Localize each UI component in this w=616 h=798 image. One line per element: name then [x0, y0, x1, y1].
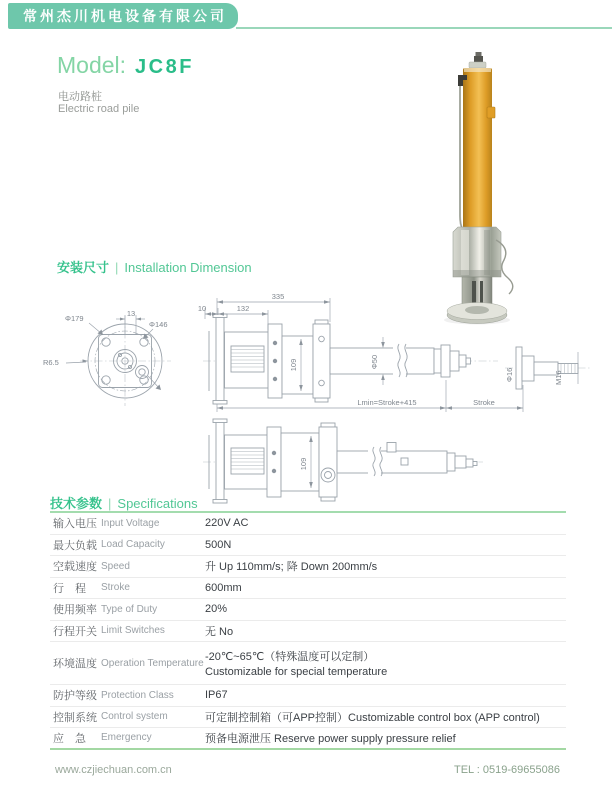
- spec-label-en: Type of Duty: [101, 603, 158, 615]
- spec-value: 500N: [205, 538, 232, 551]
- dim-132: 132: [236, 304, 250, 313]
- spec-label-cn: 使用频率: [53, 604, 97, 617]
- spec-label-cn: 输入电压: [53, 518, 97, 531]
- installation-title-cn: 安装尺寸: [57, 260, 110, 275]
- spec-label-cn: 环境温度: [53, 658, 97, 670]
- specs-table: [50, 513, 566, 750]
- spec-value: 预备电源泄压 Reserve power supply pressure relief: [205, 732, 456, 745]
- installation-section-title: [57, 257, 252, 276]
- specs-title-en: Specifications: [117, 496, 198, 511]
- dim-d16: Φ16: [505, 367, 514, 382]
- dim-d146: Φ146: [149, 320, 168, 329]
- spec-value: 220V AC: [205, 517, 249, 530]
- spec-label-cn: 空载速度: [53, 561, 97, 574]
- spec-label-en: Input Voltage: [101, 517, 160, 529]
- dim-13: 13: [126, 309, 136, 318]
- spec-row-type-of-duty: [50, 599, 566, 621]
- spec-row-operation-temperature: [50, 642, 566, 685]
- dim-109: 109: [289, 358, 298, 372]
- spec-row-protection-class: [50, 685, 566, 707]
- title-separator: |: [115, 260, 119, 275]
- footer-website: www.czjiechuan.com.cn: [55, 764, 172, 776]
- spec-label-en: Control system: [101, 711, 168, 723]
- flange-top-view: [43, 309, 171, 406]
- spec-label-cn: 行 程: [53, 582, 86, 595]
- spec-row-emergency: [50, 728, 566, 750]
- spec-label-en: Protection Class: [101, 689, 174, 701]
- installation-title-en: Installation Dimension: [124, 260, 252, 275]
- rod-end-detail: [505, 347, 591, 389]
- spec-label-cn: 控制系统: [53, 711, 97, 724]
- spec-value: 无 No: [205, 625, 234, 638]
- spec-label-en: Emergency: [101, 732, 152, 744]
- model-label: Model:: [57, 52, 127, 78]
- title-separator: |: [108, 496, 112, 511]
- footer-telephone: TEL : 0519-69655086: [453, 764, 560, 776]
- dim-109-view2: 109: [299, 457, 308, 471]
- dim-335: 335: [271, 292, 285, 301]
- spec-value: 20%: [205, 603, 228, 616]
- header-divider-line: [236, 27, 612, 29]
- dim-m16: M16: [554, 370, 563, 385]
- spec-value-line2: Customizable for special temperature: [205, 666, 388, 678]
- dim-d179: Φ179: [65, 314, 84, 323]
- dim-lmin: Lmin=Stroke+415: [357, 398, 417, 407]
- company-name-banner: 常州杰川机电设备有限公司: [8, 3, 238, 29]
- spec-label-cn: 防护等级: [53, 690, 97, 703]
- specs-section-title: [50, 493, 198, 512]
- product-name-cn: 电动路桩: [58, 91, 102, 103]
- spec-row-control-system: [50, 707, 566, 729]
- spec-row-speed: [50, 556, 566, 578]
- dim-10: 10: [197, 304, 207, 313]
- spec-value: 可定制控制箱（可APP控制）Customizable control box (APP control): [205, 711, 540, 724]
- spec-row-input-voltage: [50, 513, 566, 535]
- spec-label-en: Limit Switches: [101, 625, 165, 637]
- spec-value: [205, 648, 566, 678]
- spec-row-stroke: [50, 578, 566, 600]
- dim-r65: R6.5: [43, 358, 59, 367]
- spec-label-en: Operation Temperature: [101, 657, 204, 669]
- spec-label-en: Speed: [101, 560, 130, 572]
- dim-stroke: Stroke: [473, 398, 495, 407]
- spec-value: IP67: [205, 689, 228, 702]
- spec-row-load-capacity: [50, 535, 566, 557]
- spec-label-en: Load Capacity: [101, 539, 165, 551]
- spec-label-cn: 最大负载: [53, 539, 97, 552]
- spec-value-line1: -20℃~65℃（特殊温度可以定制）: [205, 651, 375, 663]
- dimension-drawing: [35, 285, 605, 513]
- spec-row-limit-switches: [50, 621, 566, 643]
- spec-label-cn: 行程开关: [53, 625, 97, 638]
- product-name-en: Electric road pile: [58, 103, 140, 115]
- side-view-rotated: [203, 419, 483, 503]
- spec-value: 升 Up 110mm/s; 降 Down 200mm/s: [205, 561, 378, 574]
- spec-value: 600mm: [205, 581, 242, 594]
- spec-label-en: Stroke: [101, 582, 130, 594]
- specs-title-cn: 技术参数: [50, 496, 103, 511]
- spec-label-cn: 应 急: [53, 732, 86, 745]
- model-code: JC8F: [135, 56, 194, 78]
- dim-d50: Φ50: [370, 354, 379, 370]
- side-view-retracted: [198, 292, 523, 412]
- model-title: [57, 52, 194, 79]
